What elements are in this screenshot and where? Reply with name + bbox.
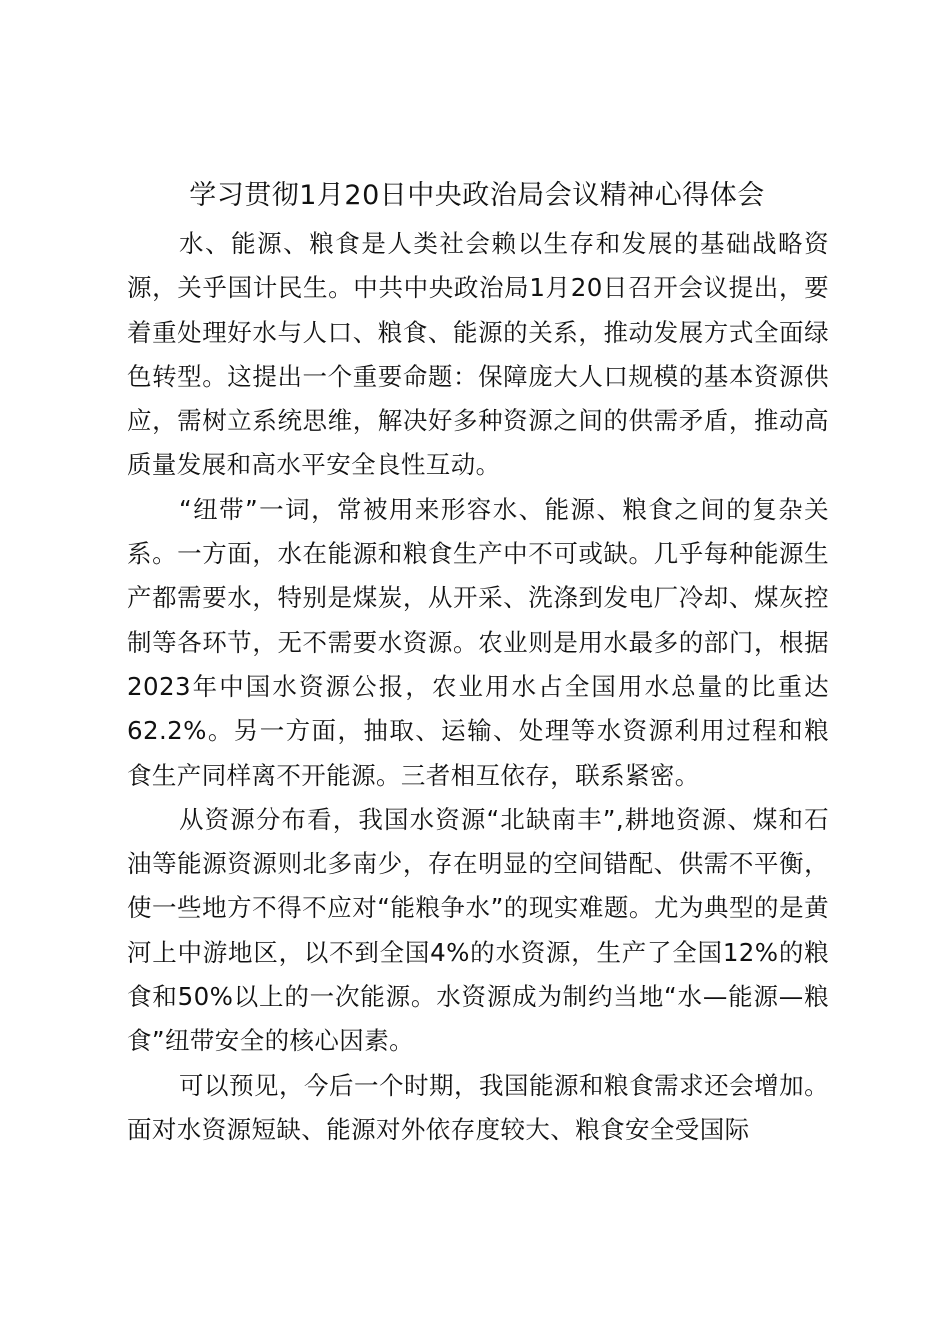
- paragraph-3: 从资源分布看，我国水资源“北缺南丰”,耕地资源、煤和石油等能源资源则北多南少，存在明显的空间错配、供需不平衡，使一些地方不得不应对“能粮争水”的现实难题。尤为典型的是黄河上中游地区，以不到全国4%的水资源，生产了全国12%的粮食和50%以上的一次能源。水资源成为制约当地“水—能源—粮食”纽带安全的核心因素。: [127, 804, 829, 1056]
- paragraph-1: 水、能源、粮食是人类社会赖以生存和发展的基础战略资源，关乎国计民生。中共中央政治局1月20日召开会议提出，要着重处理好水与人口、粮食、能源的关系，推动发展方式全面绿色转型。这提出一个重要命题：保障庞大人口规模的基本资源供应，需树立系统思维，解决好多种资源之间的供需矛盾，推动高质量发展和高水平安全良性互动。: [127, 229, 829, 480]
- paragraph-2: “纽带”一词，常被用来形容水、能源、粮食之间的复杂关系。一方面，水在能源和粮食生产中不可或缺。几乎每种能源生产都需要水，特别是煤炭，从开采、洗涤到发电厂冷却、煤灰控制等各环节，无不需要水资源。农业则是用水最多的部门，根据2023年中国水资源公报，农业用水占全国用水总量的比重达62.2%。另一方面，抽取、运输、处理等水资源利用过程和粮食生产同样离不开能源。三者相互依存，联系紧密。: [127, 494, 829, 790]
- document-body: [127, 222, 829, 1152]
- paragraph-4: 可以预见，今后一个时期，我国能源和粮食需求还会增加。面对水资源短缺、能源对外依存度较大、粮食安全受国际: [127, 1070, 829, 1144]
- document-title: 学习贯彻1月20日中央政治局会议精神心得体会: [189, 180, 765, 211]
